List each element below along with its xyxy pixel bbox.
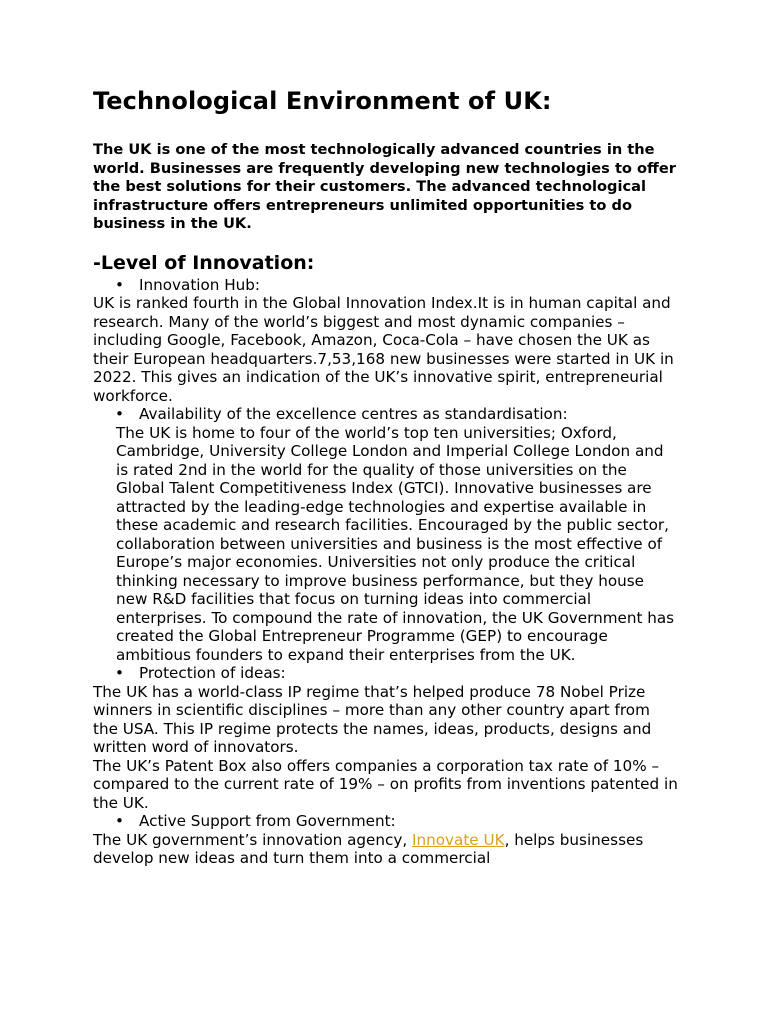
bullet-item-innovation-hub bbox=[93, 276, 678, 295]
bullet-icon: • bbox=[115, 275, 124, 294]
paragraph-excellence-centres: The UK is home to four of the world’s top ten universities; Oxford, Cambridge, University College London and Imperial College London and is rated 2nd in the world for the quality of those universities on the Global Talent Competitiveness Index (GTCI). Innovative businesses are attracted by the leading-edge technologies and expertise available in these academic and research facilities. Encouraged by the public sector, collaboration between universities and business is the most effective of Europe’s major economies. Universities not only produce the critical thinking necessary to improve business performance, but they house new R&D facilities that focus on turning ideas into commercial enterprises. To compound the rate of innovation, the UK Government has created the Global Entrepreneur Programme (GEP) to encourage ambitious founders to expand their enterprises from the UK. bbox=[116, 423, 675, 664]
section-heading: -Level of Innovation: bbox=[93, 251, 315, 274]
bullet-icon: • bbox=[115, 812, 124, 830]
bullet-label: Innovation Hub: bbox=[139, 275, 261, 294]
bullet-icon: • bbox=[115, 664, 124, 682]
bullet-item-government-support bbox=[93, 812, 678, 831]
bullet-icon: • bbox=[115, 405, 124, 423]
paragraph-patent-box: The UK’s Patent Box also offers companies a corporation tax rate of 10% – compared to the current rate of 19% – on profits from inventions patented in the UK. bbox=[93, 756, 678, 812]
page-title: Technological Environment of UK: bbox=[93, 87, 552, 115]
paragraph-protection-of-ideas: The UK has a world-class IP regime that’s helped produce 78 Nobel Prize winners in scientific disciplines – more than any other country apart from the USA. This IP regime protects the names, ideas, products, designs and written word of innovators. bbox=[93, 682, 652, 756]
paragraph-innovation-hub: UK is ranked fourth in the Global Innovation Index.It is in human capital and research. Many of the world’s biggest and most dynamic companies – including Google, Facebook, Amazon, Coca-Cola – have chosen the UK as their European headquarters.7,53,168 new businesses were started in UK in 2022. This gives an indication of the UK’s innovative spirit, entrepreneurial workforce. bbox=[93, 294, 674, 405]
text-after-link: , helps businesses develop new ideas and turn them into a commercial bbox=[93, 830, 644, 867]
innovate-uk-link[interactable]: Innovate UK bbox=[412, 830, 505, 849]
bullet-label: Protection of ideas: bbox=[139, 664, 286, 682]
bullet-label: Active Support from Government: bbox=[139, 812, 396, 830]
bullet-item-protection-of-ideas bbox=[93, 664, 678, 683]
paragraph-government-support bbox=[93, 831, 678, 868]
bullet-item-excellence-centres bbox=[93, 405, 678, 424]
intro-paragraph: The UK is one of the most technologically advanced countries in the world. Businesses are frequently developing new technologies to offer the best solutions for their customers. The advanced technological infrastructure offers entrepreneurs unlimited opportunities to do business in the UK. bbox=[93, 141, 676, 232]
text-before-link: The UK government’s innovation agency, bbox=[93, 830, 413, 849]
bullet-label: Availability of the excellence centres as standardisation: bbox=[139, 405, 568, 423]
document-content bbox=[93, 84, 678, 868]
